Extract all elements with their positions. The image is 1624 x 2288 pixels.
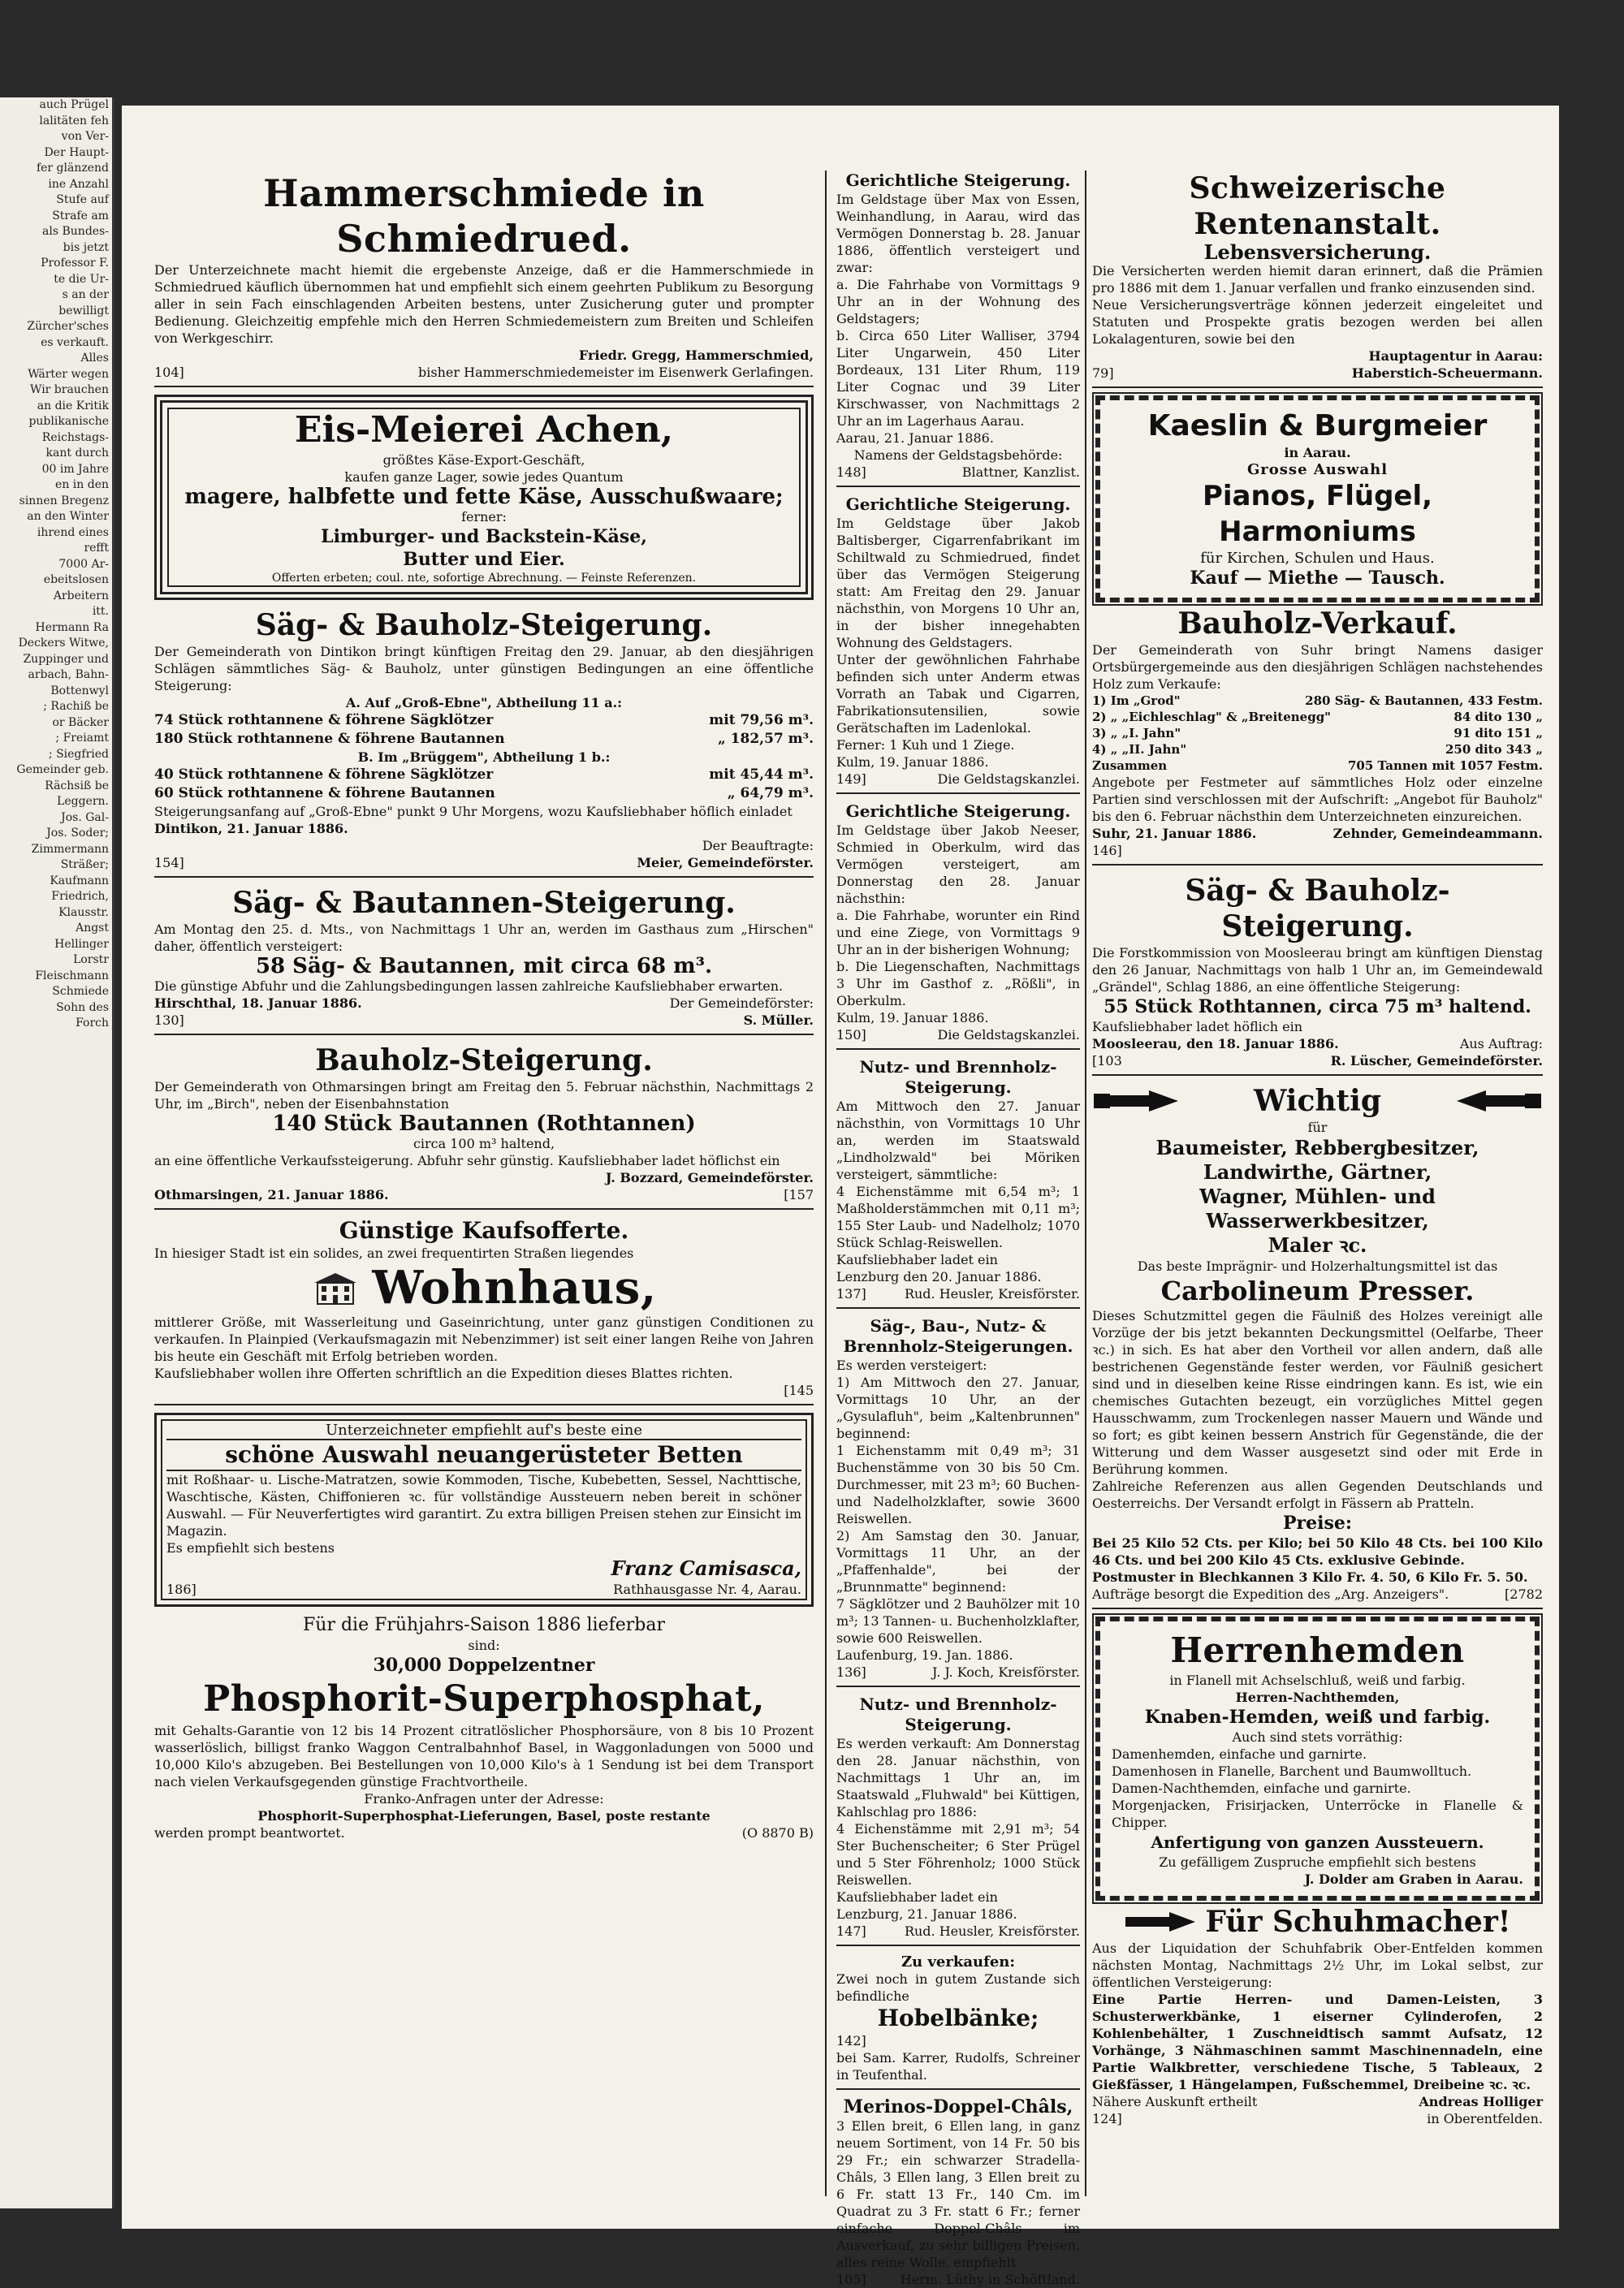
ad-place: Moosleerau, den 18. Januar 1886. <box>1092 1036 1339 1051</box>
ad-number: 149] <box>836 771 866 787</box>
strip-line: ; Freiamt <box>55 732 109 745</box>
ad-body: bei Sam. Karrer, Rudolfs, Schreiner in Teufenthal. <box>836 2050 1080 2083</box>
ad-body: Aus der Liquidation der Schuhfabrik Ober-Entfelden kommen nächsten Montag, Nachmittags 2½ Uhr, im Lokal selbst, zur öffentlichen Versteigerung: <box>1092 1940 1543 1990</box>
ad-body: Die Versicherten werden hiemit daran erinnert, daß die Prämien pro 1886 mit dem 1. Januar verfallen und franko einzusenden sind. <box>1092 263 1543 296</box>
column-1 <box>154 171 814 2196</box>
ad-title: Phosphorit-Superphosphat, <box>203 1678 765 1720</box>
ad-highlight: Wohnhaus, <box>372 1261 657 1315</box>
ad-body: Eine Partie Herren- und Damen-Leisten, 3 Schusterwerkbänke, 1 eiserner Cylinderofen, 2 Kohlenbehälter, 1 Zuschneidtisch sammt Aufsatz, 12 Vorhänge, 3 Nähmaschinen sammt Maschinennadeln, eine Partie Walkbretter, verschiedene Tische, 5 Tableaux, 2 Gießfässer, 1 Hängelampen, Fußschemmel, Dreibeine ꝛc. ꝛc. <box>1092 1992 1543 2092</box>
ad-saeg-bautannen-hirschthal <box>154 885 814 1035</box>
ad-line: Auch sind stets vorräthig: <box>1232 1729 1403 1745</box>
ad-body: Dieses Schutzmittel gegen die Fäulniß des Holzes vereinigt alle Vorzüge der bis jetzt bekannten Deckungsmittel (Oelfarbe, Theer ꝛc.) in sich. Es hat aber den Vortheil vor allen andern, daß alle bestrichenen Gegenstände fester werden, vor Fäulniß gesichert sind und in dieselben keine Risse eindringen kann. Es ist, wie ein chemisches Gutachten bezeugt, ein vorzügliches Mittel gegen Hausschwamm, zum Trockenlegen nasser Mauern und Wände und so fort; es gibt keinen bessern Anstrich für Gegenstände, die der Witterung und dem Wasser ausgesetzt sind oder mit Erde in Berührung kommen. <box>1092 1308 1543 1477</box>
lot-row <box>1092 725 1543 741</box>
ad-hammerschmiede <box>154 171 814 387</box>
lot-label: 2) „ „Eichleschlag" & „Breitenegg" <box>1092 710 1332 724</box>
ad-line: Für die Frühjahrs-Saison 1886 lieferbar <box>303 1615 665 1635</box>
ad-subtitle: Lebensversicherung. <box>1203 240 1432 264</box>
strip-line: Jos. Soder; <box>46 827 109 840</box>
ad-line: werden prompt beantwortet. <box>154 1825 345 1841</box>
strip-line: an den Winter <box>27 510 109 523</box>
ad-body: Der Gemeinderath von Suhr bringt Namens dasiger Ortsbürgergemeinde aus den diesjährigen Schlägen nachstehendes Holz zum Verkaufe: <box>1092 642 1543 692</box>
lot-label: 74 Stück rothtannene & föhrene Sägklötzer <box>154 712 494 728</box>
ad-place: Kulm, 19. Januar 1886. <box>836 1010 989 1025</box>
ad-number: 124] <box>1092 2111 1122 2126</box>
ad-number: [145 <box>784 1383 814 1398</box>
ad-wohnhaus <box>154 1217 814 1405</box>
ad-line: Zu verkaufen: <box>901 1953 1016 1971</box>
ad-number: 146] <box>1092 843 1122 858</box>
lot-value: 705 Tannen mit 1057 Festm. <box>1348 758 1543 773</box>
ad-bauholz-verkauf <box>1092 606 1543 866</box>
ad-item: 1 Eichenstamm mit 0,49 m³; 31 Buchenstämme von 30 bis 50 Cm. Durchmesser, mit 23 m³; 60 Buchen- und Nadelholzklafter, sowie 3600 Reiswellen. <box>836 1443 1080 1526</box>
strip-line: Schmiede <box>52 985 109 998</box>
lot-label: 180 Stück rothtannene & föhrene Bautannen <box>154 731 505 747</box>
ad-signer: J. Dolder am Graben in Aarau. <box>1304 1871 1523 1887</box>
ad-section: B. Im „Brüggem", Abtheilung 1 b.: <box>357 749 611 765</box>
strip-line: Bottenwyl <box>50 684 109 697</box>
ad-title: Eis-Meierei Achen, <box>294 409 674 451</box>
strip-line: Stufe auf <box>56 193 109 206</box>
strip-line: te die Ur- <box>54 272 109 286</box>
ad-signer: Die Geldstagskanzlei. <box>937 1027 1080 1043</box>
ad-line: ferner: <box>461 509 507 525</box>
ad-title: Säg- & Bauholz-Steigerung. <box>1185 874 1450 943</box>
ad-body: Kaufsliebhaber ladet ein <box>836 1889 998 1905</box>
ad-item: b. Circa 650 Liter Walliser, 3794 Liter Ungarwein, 450 Liter Bordeaux, 131 Liter Rhum, 119 Liter Cognac und 39 Liter Kirschwasser, von Nachmittags 2 Uhr an im Lagerhaus Aarau. <box>836 328 1080 429</box>
strip-line: Rächsiß be <box>45 779 109 792</box>
ad-body: 3 Ellen breit, 6 Ellen lang, in ganz neuem Sortiment, von 14 Fr. 50 bis 29 Fr.; ein schwarzer Stradella-Châls, 3 Ellen lang, 3 Ellen breit zu 6 Fr. statt 13 Fr., 140 Cm. im Quadrat zu 3 Fr. statt 6 Fr.; ferner einfache Doppel-Châls im Ausverkauf, zu sehr billigen Preisen, alles reine Wolle, empfiehlt <box>836 2118 1080 2270</box>
ad-role: Aus Auftrag: <box>1459 1036 1543 1051</box>
ad-subtitle: größtes Käse-Export-Geschäft, <box>382 452 585 468</box>
lot-value: 91 dito 151 „ <box>1453 726 1543 740</box>
ad-body: Kaufsliebhaber ladet ein <box>836 1252 998 1267</box>
strip-line: Jos. Gal- <box>61 810 109 824</box>
ad-title: Schweizerische Rentenanstalt. <box>1189 171 1446 241</box>
ad-role: Der Beauftragte: <box>702 838 814 853</box>
lot-row <box>1092 693 1543 709</box>
column-rule <box>1085 171 1086 2196</box>
strip-line: Lorstr <box>73 953 109 966</box>
strip-line: an die Kritik <box>37 399 109 412</box>
strip-line: Wärter wegen <box>28 367 109 381</box>
ad-body: In hiesiger Stadt ist ein solides, an zwei frequentirten Straßen liegendes <box>154 1245 634 1261</box>
ad-signer: Andreas Holliger <box>1419 2094 1543 2109</box>
ad-gerichtliche-steigerung-2 <box>836 494 1080 794</box>
ad-item: 1) Am Mittwoch den 27. Januar, Vormittags 10 Uhr, an der „Gysulafluh", beim „Kaltenbrunnen" beginnend: <box>836 1375 1080 1441</box>
ad-highlight: Knaben-Hemden, weiß und farbig. <box>1144 1707 1491 1728</box>
column-rule <box>825 171 827 2196</box>
ad-place: Lenzburg, 21. Januar 1886. <box>836 1906 1017 1922</box>
ad-number: 79] <box>1092 365 1114 381</box>
ad-number: 150] <box>836 1027 866 1043</box>
ad-section: A. Auf „Groß-Ebne", Abtheilung 11 a.: <box>345 695 623 710</box>
ad-body: Zwei noch in gutem Zustande sich befindliche <box>836 1971 1080 2004</box>
ad-address: Phosphorit-Superphosphat-Lieferungen, Basel, poste restante <box>257 1808 710 1824</box>
ad-title: Herrenhemden <box>1170 1630 1465 1670</box>
ad-item: Damen-Nachthemden, einfache und garnirte. <box>1112 1781 1411 1796</box>
ad-phosphorit <box>154 1614 814 1841</box>
ad-item: a. Die Fahrhabe, worunter ein Rind und eine Ziege, von Vormittags 9 Uhr an in der bisherigen Wohnung; <box>836 908 1080 957</box>
ad-line: Anfertigung von ganzen Aussteuern. <box>1151 1833 1484 1852</box>
strip-line: auch Prügel <box>39 98 109 111</box>
ad-rentenanstalt <box>1092 171 1543 388</box>
ad-body: Zahlreiche Referenzen aus allen Gegenden Deutschlands und Oesterreichs. Der Versandt erfolgt in Fässern ab Pratteln. <box>1092 1479 1543 1511</box>
ad-item: b. Die Liegenschaften, Nachmittags 3 Uhr im Gasthof z. „Rößli", in Oberkulm. <box>836 959 1080 1008</box>
strip-line: refft <box>84 542 109 555</box>
ad-number: [2782 <box>1505 1586 1543 1602</box>
strip-line: Strafe am <box>52 209 109 222</box>
lot-label: 60 Stück rothtannene & föhrene Bautannen <box>154 785 495 801</box>
ad-body: Der Gemeinderath von Othmarsingen bringt am Freitag den 5. Februar nächsthin, Nachmittags 2 Uhr, im „Birch", neben der Eisenbahnstation <box>154 1079 814 1112</box>
strip-line: Zuppinger und <box>23 652 109 666</box>
ad-number: 154] <box>154 855 184 870</box>
lot-label: 1) Im „Grod" <box>1092 693 1181 708</box>
ad-number: (O 8870 B) <box>741 1825 814 1841</box>
ad-saeg-bau-nutz-brennholz <box>836 1316 1080 1687</box>
ad-body: circa 100 m³ haltend, <box>412 1136 555 1151</box>
ad-signer: Die Geldstagskanzlei. <box>937 771 1080 787</box>
ad-signer: Franz Camisasca, <box>611 1556 801 1580</box>
ad-item: 2) Am Samstag den 30. Januar, Vormittags 11 Uhr, an der „Pfaffenhalde", bei der „Brunnmatte" beginnend: <box>836 1528 1080 1595</box>
strip-line: Wir brauchen <box>30 383 109 396</box>
ad-number: 186] <box>166 1582 197 1597</box>
ad-line: Butter und Eier. <box>403 549 565 570</box>
ad-line: Zu gefälligem Zuspruche empfiehlt sich bestens <box>1159 1854 1476 1870</box>
ad-title: Günstige Kaufsofferte. <box>339 1217 629 1244</box>
ad-nutz-brennholz-1 <box>836 1057 1080 1309</box>
ad-signer: R. Lüscher, Gemeindeförster. <box>1330 1053 1543 1068</box>
ad-item: a. Die Fahrhabe von Vormittags 9 Uhr an in der Wohnung des Geldstagers; <box>836 277 1080 326</box>
ad-eis-meierei <box>154 395 814 600</box>
strip-line: von Ver- <box>61 130 109 143</box>
lot-row <box>1092 741 1543 758</box>
ad-gerichtliche-steigerung-3 <box>836 801 1080 1050</box>
column-2 <box>836 171 1080 2287</box>
ad-title: Merinos-Doppel-Châls, <box>843 2096 1073 2117</box>
strip-line: ihrend eines <box>37 525 109 539</box>
ad-place: Hirschthal, 18. Januar 1886. <box>154 995 362 1011</box>
ad-body: Am Montag den 25. d. Mts., von Nachmittags 1 Uhr an, werden im Gasthaus zum „Hirschen" daher, öffentlich versteigert: <box>154 922 814 954</box>
ad-bauholz-othmarsingen <box>154 1043 814 1210</box>
lot-value: 84 dito 130 „ <box>1453 710 1543 724</box>
strip-line: Arbeitern <box>53 589 109 602</box>
strip-line: fer glänzend <box>36 162 109 175</box>
ad-highlight: Carbolineum Presser. <box>1160 1276 1475 1306</box>
lot-value: 280 Säg- & Bautannen, 433 Festm. <box>1305 693 1543 708</box>
strip-line: Angst <box>76 922 109 935</box>
ad-role: Der Gemeindeförster: <box>669 995 814 1011</box>
lot-value: 250 dito 343 „ <box>1445 742 1543 757</box>
strip-line: ; Rachiß be <box>43 700 109 713</box>
strip-line: arbach, Bahn- <box>28 668 109 681</box>
house-icon <box>311 1270 360 1306</box>
ad-role: Namens der Geldstagsbehörde: <box>853 447 1063 463</box>
ad-body: Es werden verkauft: Am Donnerstag den 28. Januar nächsthin, von Nachmittags 1 Uhr an, im Staatswald „Fluhwald" bei Küttigen, Kahlschlag pro 1886: <box>836 1736 1080 1820</box>
ad-line: Kauf — Miethe — Tausch. <box>1190 568 1445 589</box>
strip-line: Reichstags- <box>41 430 109 444</box>
strip-line: Leggern. <box>57 795 109 808</box>
ad-body: Die Forstkommission von Moosleerau bringt am künftigen Dienstag den 26 Januar, Nachmittags von halb 1 Uhr an, im Gemeindewald „Grändel", Schlag 1886, an eine öffentliche Steigerung: <box>1092 945 1543 995</box>
ad-number: 130] <box>154 1012 184 1028</box>
ad-body: 4 Eichenstämme mit 2,91 m³; 54 Ster Buchenscheiter; 6 Ster Prügel und 5 Ster Föhrenholz; 1000 Stück Reiswellen. <box>836 1821 1080 1888</box>
strip-line: Zimmermann <box>31 842 109 856</box>
lot-volume: mit 79,56 m³. <box>709 712 814 728</box>
lot-volume: „ 64,79 m³. <box>727 785 814 801</box>
ad-place: Dintikon, 21. Januar 1886. <box>154 821 348 836</box>
ad-body: Am Mittwoch den 27. Januar nächsthin, von Vormittags 10 Uhr an, werden im Staatswald „Lindholzwald" bei Möriken versteigert, sämmtliche: <box>836 1099 1080 1182</box>
ad-highlight: 55 Stück Rothtannen, circa 75 m³ haltend. <box>1104 996 1531 1017</box>
ad-number: 136] <box>836 1664 866 1680</box>
strip-line: Fleischmann <box>35 969 109 982</box>
lot-label: 40 Stück rothtannene & föhrene Sägklötzer <box>154 766 494 783</box>
ad-address: Rathhausgasse Nr. 4, Aarau. <box>613 1582 801 1597</box>
strip-line: Zürcher'sches <box>27 320 109 333</box>
ad-title: Hobelbänke; <box>877 2005 1039 2031</box>
ad-saeg-bauholz-dintikon <box>154 607 814 878</box>
pointing-hand-right-icon <box>1124 1910 1197 1934</box>
ad-body: Im Geldstage über Jakob Baltisberger, Cigarrenfabrikant im Schiltwald zu Schmiedrued, findet über das Vermögen Steigerung statt: Am Freitag den 29. Januar nächsthin, von Morgens 10 Uhr an, in der bisher innegehabten Wohnung des Geldstagers. <box>836 516 1080 650</box>
ad-line: kaufen ganze Lager, sowie jedes Quantum <box>344 469 624 485</box>
strip-line: Hermann Ra <box>35 620 109 634</box>
ad-signer: Haberstich-Scheuermann. <box>1351 365 1543 381</box>
ad-kaeslin-burgmeier <box>1095 395 1540 602</box>
ad-highlight: schöne Auswahl neuangerüsteter Betten <box>166 1439 801 1471</box>
ad-signer: Meier, Gemeindeförster. <box>637 855 814 870</box>
ad-item: Damenhosen in Flanelle, Barchent und Baumwolltuch. <box>1112 1763 1472 1779</box>
ad-body: Es werden versteigert: <box>836 1358 987 1373</box>
ad-body: Im Geldstage über Max von Essen, Weinhandlung, in Aarau, wird das Vermögen Donnerstag b. 28. Januar 1886, öffentlich versteigert und zwar: <box>836 192 1080 275</box>
strip-line: Klausstr. <box>58 905 109 919</box>
ad-place: in Aarau. <box>1284 445 1351 460</box>
ad-line: Grosse Auswahl <box>1246 461 1389 478</box>
ad-line: Maler ꝛc. <box>1268 1233 1367 1257</box>
lot-row <box>1092 758 1543 774</box>
ad-carbolineum <box>1092 1083 1543 1609</box>
strip-line: Gemeinder geb. <box>16 763 109 776</box>
lot-volume: „ 182,57 m³. <box>717 731 814 747</box>
ad-line: in Flanell mit Achselschluß, weiß und farbig. <box>1169 1673 1466 1688</box>
lot-volume: mit 45,44 m³. <box>709 766 814 783</box>
ad-place: Suhr, 21. Januar 1886. <box>1092 826 1257 841</box>
ad-number: 142] <box>836 2033 866 2048</box>
ad-saeg-bauholz-moosleerau <box>1092 873 1543 1076</box>
ad-agent: Hauptagentur in Aarau: <box>1368 348 1543 364</box>
ad-title: Gerichtliche Steigerung. <box>845 801 1071 821</box>
ad-title: Säg- & Bautannen-Steigerung. <box>232 886 736 920</box>
strip-line: Deckers Witwe, <box>18 637 109 650</box>
ad-item: Damenhemden, einfache und garnirte. <box>1112 1746 1367 1762</box>
ad-number: 147] <box>836 1923 866 1939</box>
ad-signer-detail: in Oberentfelden. <box>1427 2111 1543 2126</box>
ad-gerichtliche-steigerung-1 <box>836 171 1080 487</box>
ad-body: mit Gehalts-Garantie von 12 bis 14 Prozent citratlöslicher Phosphorsäure, von 8 bis 10 Prozent wasserlöslich, billigst franko Waggon Centralbahnhof Basel, in Waggonladungen von 5000 und 10,000 Kilo's abzugeben. Bei Bestellungen von 10,000 Kilo's à 1 Sendung ist bei dem Transport nach vielen Verkaufsgegenden günstige Frachtvortheile. <box>154 1723 814 1789</box>
ad-highlight: 140 Stück Bautannen (Rothtannen) <box>272 1112 696 1136</box>
ad-item: Morgenjacken, Frisirjacken, Unterröcke in Flanelle & Chipper. <box>1112 1798 1523 1830</box>
strip-line: Sohn des <box>56 1000 109 1014</box>
ad-line: Unterzeichneter empfiehlt auf's beste eine <box>325 1422 643 1439</box>
ad-title: Kaeslin & Burgmeier <box>1147 409 1488 442</box>
strip-line: als Bundes- <box>42 225 109 238</box>
strip-line: lalitäten feh <box>39 114 109 127</box>
ad-body: 4 Eichenstämme mit 6,54 m³; 1 Maßholderstämmchen mit 0,11 m³; 155 Ster Laub- und Nadelholz; 1070 Stück Schlag-Reiswellen. <box>836 1184 1080 1250</box>
strip-line: Hellinger <box>54 937 109 951</box>
ad-line: Offerten erbeten; coul. nte, sofortige Abrechnung. — Feinste Referenzen. <box>271 572 697 585</box>
ad-item: 7 Sägklötzer und 2 Bauhölzer mit 10 m³; 13 Tannen- u. Buchenholzklafter, sowie 600 Reiswellen. <box>836 1596 1080 1646</box>
ad-highlight: 58 Säg- & Bautannen, mit circa 68 m³. <box>255 954 713 978</box>
ad-line: Limburger- und Backstein-Käse, <box>321 526 647 547</box>
ad-place: Kulm, 19. Januar 1886. <box>836 754 989 770</box>
ad-number: [103 <box>1092 1053 1122 1068</box>
strip-line: 00 im Jahre <box>41 462 109 476</box>
strip-line: ebeitslosen <box>43 573 109 586</box>
ad-title: Säg-, Bau-, Nutz- & Brennholz-Steigerungen. <box>843 1316 1073 1356</box>
ad-body: Neue Versicherungsverträge können jederzeit eingeleitet und Statuten und Prospekte gratis bezogen werden bei allen Lokalagenturen, sowie bei den <box>1092 297 1543 347</box>
ad-body: Kaufsliebhaber ladet höflich ein <box>1092 1019 1303 1034</box>
strip-line: Forch <box>76 1017 109 1030</box>
ad-body: Angebote per Festmeter auf sämmtliches Holz oder einzelne Partien sind verschlossen mit der Aufschrift: „Angebot für Bauholz" bis den 6. Februar nächsthin dem Unterzeichneten einzureichen. <box>1092 775 1543 824</box>
strip-line: kant durch <box>45 447 109 460</box>
lot-row <box>1092 709 1543 725</box>
ad-line: Franko-Anfragen unter der Adresse: <box>364 1791 604 1807</box>
ad-body: Steigerungsanfang auf „Groß-Ebne" punkt 9 Uhr Morgens, wozu Kaufsliebhaber höflich einladet <box>154 804 793 819</box>
strip-line: bewilligt <box>58 304 109 317</box>
ad-signer: Rud. Heusler, Kreisförster. <box>904 1286 1080 1302</box>
ad-prices: Postmuster in Blechkannen 3 Kilo Fr. 4. 50, 6 Kilo Fr. 5. 50. <box>1092 1569 1528 1585</box>
ad-line: Baumeister, Rebbergbesitzer, Landwirthe, Gärtner, <box>1155 1136 1479 1184</box>
ad-title: Säg- & Bauholz-Steigerung. <box>255 608 713 642</box>
ad-number: 104] <box>154 365 184 380</box>
strip-line: or Bäcker <box>52 715 109 729</box>
strip-line: Kaufmann <box>50 874 109 887</box>
ad-highlight: Pianos, Flügel, Harmoniums <box>1202 480 1433 548</box>
ad-line: Aufträge besorgt die Expedition des „Arg. Anzeigers". <box>1092 1586 1449 1602</box>
ad-number: 105] <box>836 2272 866 2287</box>
adjacent-page-strip <box>0 97 114 2208</box>
ad-hobelbaenke <box>836 1953 1080 2090</box>
ad-body: Im Geldstage über Jakob Neeser, Schmied in Oberkulm, wird das Vermögen versteigert, am Donnerstag den 28. Januar nächsthin: <box>836 822 1080 906</box>
ad-herrenhemden <box>1095 1617 1540 1901</box>
lot-label: 3) „ „I. Jahn" <box>1092 726 1181 740</box>
ad-signer: Blattner, Kanzlist. <box>961 464 1080 480</box>
ad-line: sind: <box>468 1638 500 1653</box>
lot-label: 4) „ „II. Jahn" <box>1092 742 1187 757</box>
ad-signer: Herm. Lüthy in Schöftland. <box>900 2272 1080 2287</box>
ad-body: Die günstige Abfuhr und die Zahlungsbedingungen lassen zahlreiche Kaufsliebhaber erwarten. <box>154 978 784 994</box>
strip-line: Sträßer; <box>60 858 109 871</box>
ad-number: 137] <box>836 1286 866 1302</box>
strip-line: ; Siegfried <box>48 747 109 761</box>
ad-betten <box>154 1413 814 1607</box>
strip-line: s an der <box>62 288 109 301</box>
ad-title: Nutz- und Brennholz-Steigerung. <box>859 1694 1057 1734</box>
strip-line: itt. <box>92 605 109 618</box>
ad-title: Nutz- und Brennholz-Steigerung. <box>859 1057 1057 1097</box>
ad-title: Gerichtliche Steigerung. <box>845 494 1071 514</box>
ad-signer: Friedr. Gregg, Hammerschmied, <box>578 348 814 363</box>
ad-signer: S. Müller. <box>743 1012 814 1028</box>
lot-label: Zusammen <box>1092 758 1168 773</box>
ad-body: Der Unterzeichnete macht hiemit die ergebenste Anzeige, daß er die Hammerschmiede in Schmiedrued käuflich übernommen hat und empfiehlt sich einem geehrten Publikum zu Besorgung aller in sein Fach einschlagenden Arbeiten bestens, unter Zusicherung guter und prompter Bedienung. Gleichzeitig empfehle mich den Herren Schmiedemeistern zum Breiten und Schleifen von Werkgeschirr. <box>154 262 814 346</box>
ad-body: Unter der gewöhnlichen Fahrhabe befinden sich unter Anderm etwas Vorrath an Tabak und Cigarren, Fabrikationsutensilien, sowie Gerätschaften im Ladenlokal. <box>836 652 1080 736</box>
ad-body: an eine öffentliche Verkaufssteigerung. Abfuhr sehr günstig. Kaufsliebhaber ladet höflichst ein <box>154 1153 780 1168</box>
ad-body: mit Roßhaar- u. Lische-Matratzen, sowie Kommoden, Tische, Kubebetten, Sessel, Nachttische, Waschtische, Kästen, Chiffonieren ꝛc. für vollständige Aussteuern neben bereit in schöner Auswahl. — Für Neuverfertigtes wird garantirt. Zu extra billigen Preisen stehen zur Einsicht im Magazin. <box>166 1472 801 1539</box>
ad-line: für Kirchen, Schulen und Haus. <box>1200 550 1435 567</box>
ad-place: Aarau, 21. Januar 1886. <box>836 430 994 446</box>
strip-line: Friedrich, <box>51 890 109 903</box>
strip-line: Professor F. <box>41 257 109 270</box>
strip-line: Der Haupt- <box>44 145 109 159</box>
ad-signer: J. Bozzard, Gemeindeförster. <box>605 1170 814 1185</box>
strip-line: publikanische <box>28 415 109 428</box>
ad-body: Kaufsliebhaber wollen ihre Offerten schriftlich an die Expedition dieses Blattes richten. <box>154 1366 733 1381</box>
pointing-hand-left-icon <box>1453 1087 1543 1115</box>
column-3 <box>1092 171 1543 2196</box>
ad-schuhmacher <box>1092 1904 1543 2127</box>
ad-title: Bauholz-Verkauf. <box>1177 607 1458 641</box>
pointing-hand-right-icon <box>1092 1087 1181 1115</box>
ad-place: Laufenburg, 19. Jan. 1886. <box>836 1647 1013 1663</box>
ad-title: Für Schuhmacher! <box>1205 1905 1511 1939</box>
ad-line: magere, halbfette und fette Käse, Ausschußwaare; <box>184 485 784 509</box>
ad-line: Es empfiehlt sich bestens <box>166 1540 335 1556</box>
strip-line: bis jetzt <box>63 240 109 254</box>
ad-title: Gerichtliche Steigerung. <box>845 171 1071 190</box>
ad-number: 148] <box>836 464 866 480</box>
strip-line: sinnen Bregenz <box>19 494 109 507</box>
ad-title: Bauholz-Steigerung. <box>315 1043 653 1077</box>
strip-line: ine Anzahl <box>48 177 109 191</box>
ad-line: Nähere Auskunft ertheilt <box>1092 2094 1258 2109</box>
ad-merinos <box>836 2097 1080 2288</box>
ad-number: [157 <box>784 1187 814 1202</box>
ad-body: Ferner: 1 Kuh und 1 Ziege. <box>836 737 1015 753</box>
ad-signer: Rud. Heusler, Kreisförster. <box>904 1923 1080 1939</box>
ad-line: Wagner, Mühlen- und Wasserwerkbesitzer, <box>1199 1185 1436 1232</box>
ad-place: Othmarsingen, 21. Januar 1886. <box>154 1187 389 1202</box>
strip-line: 7000 Ar- <box>58 557 109 571</box>
ad-prices-heading: Preise: <box>1283 1513 1352 1534</box>
ad-line: für <box>1307 1120 1328 1135</box>
strip-line: en in den <box>55 478 109 491</box>
newspaper-page <box>122 106 1559 2287</box>
ad-title: Wichtig <box>1253 1084 1382 1118</box>
strip-line: Alles <box>80 352 109 365</box>
ad-place: Lenzburg den 20. Januar 1886. <box>836 1269 1042 1284</box>
ad-body: Der Gemeinderath von Dintikon bringt künftigen Freitag den 29. Januar, ab den diesjährigen Schlägen sämmtliches Säg- & Bauholz, unter günstigen Bedingungen an eine öffentliche Steigerung: <box>154 644 814 693</box>
ad-line: Das beste Imprägnir- und Holzerhaltungsmittel ist das <box>1137 1258 1498 1274</box>
ad-line: Herren-Nachthemden, <box>1235 1690 1400 1705</box>
strip-line: es verkauft. <box>41 335 109 349</box>
ad-body: mittlerer Größe, mit Wasserleitung und Gaseinrichtung, unter ganz günstigen Conditionen zu verkaufen. In Plainpied (Verkaufsmagazin mit Nebenzimmer) ist seit einer langen Reihe von Jahren bis heute ein Geschäft mit Erfolg betrieben worden. <box>154 1315 814 1364</box>
ad-title: Hammerschmiede in Schmiedrued. <box>263 171 705 261</box>
ad-signer: Zehnder, Gemeindeammann. <box>1332 826 1543 841</box>
ad-prices: Bei 25 Kilo 52 Cts. per Kilo; bei 50 Kilo 48 Cts. bei 100 Kilo 46 Cts. und bei 200 Kilo 45 Cts. exklusive Gebinde. <box>1092 1535 1543 1568</box>
ad-nutz-brennholz-2 <box>836 1694 1080 1946</box>
ad-signer: J. J. Koch, Kreisförster. <box>932 1664 1080 1680</box>
ad-quantity: 30,000 Doppelzentner <box>373 1655 595 1676</box>
ad-signer-detail: bisher Hammerschmiedemeister im Eisenwerk Gerlafingen. <box>418 365 814 380</box>
